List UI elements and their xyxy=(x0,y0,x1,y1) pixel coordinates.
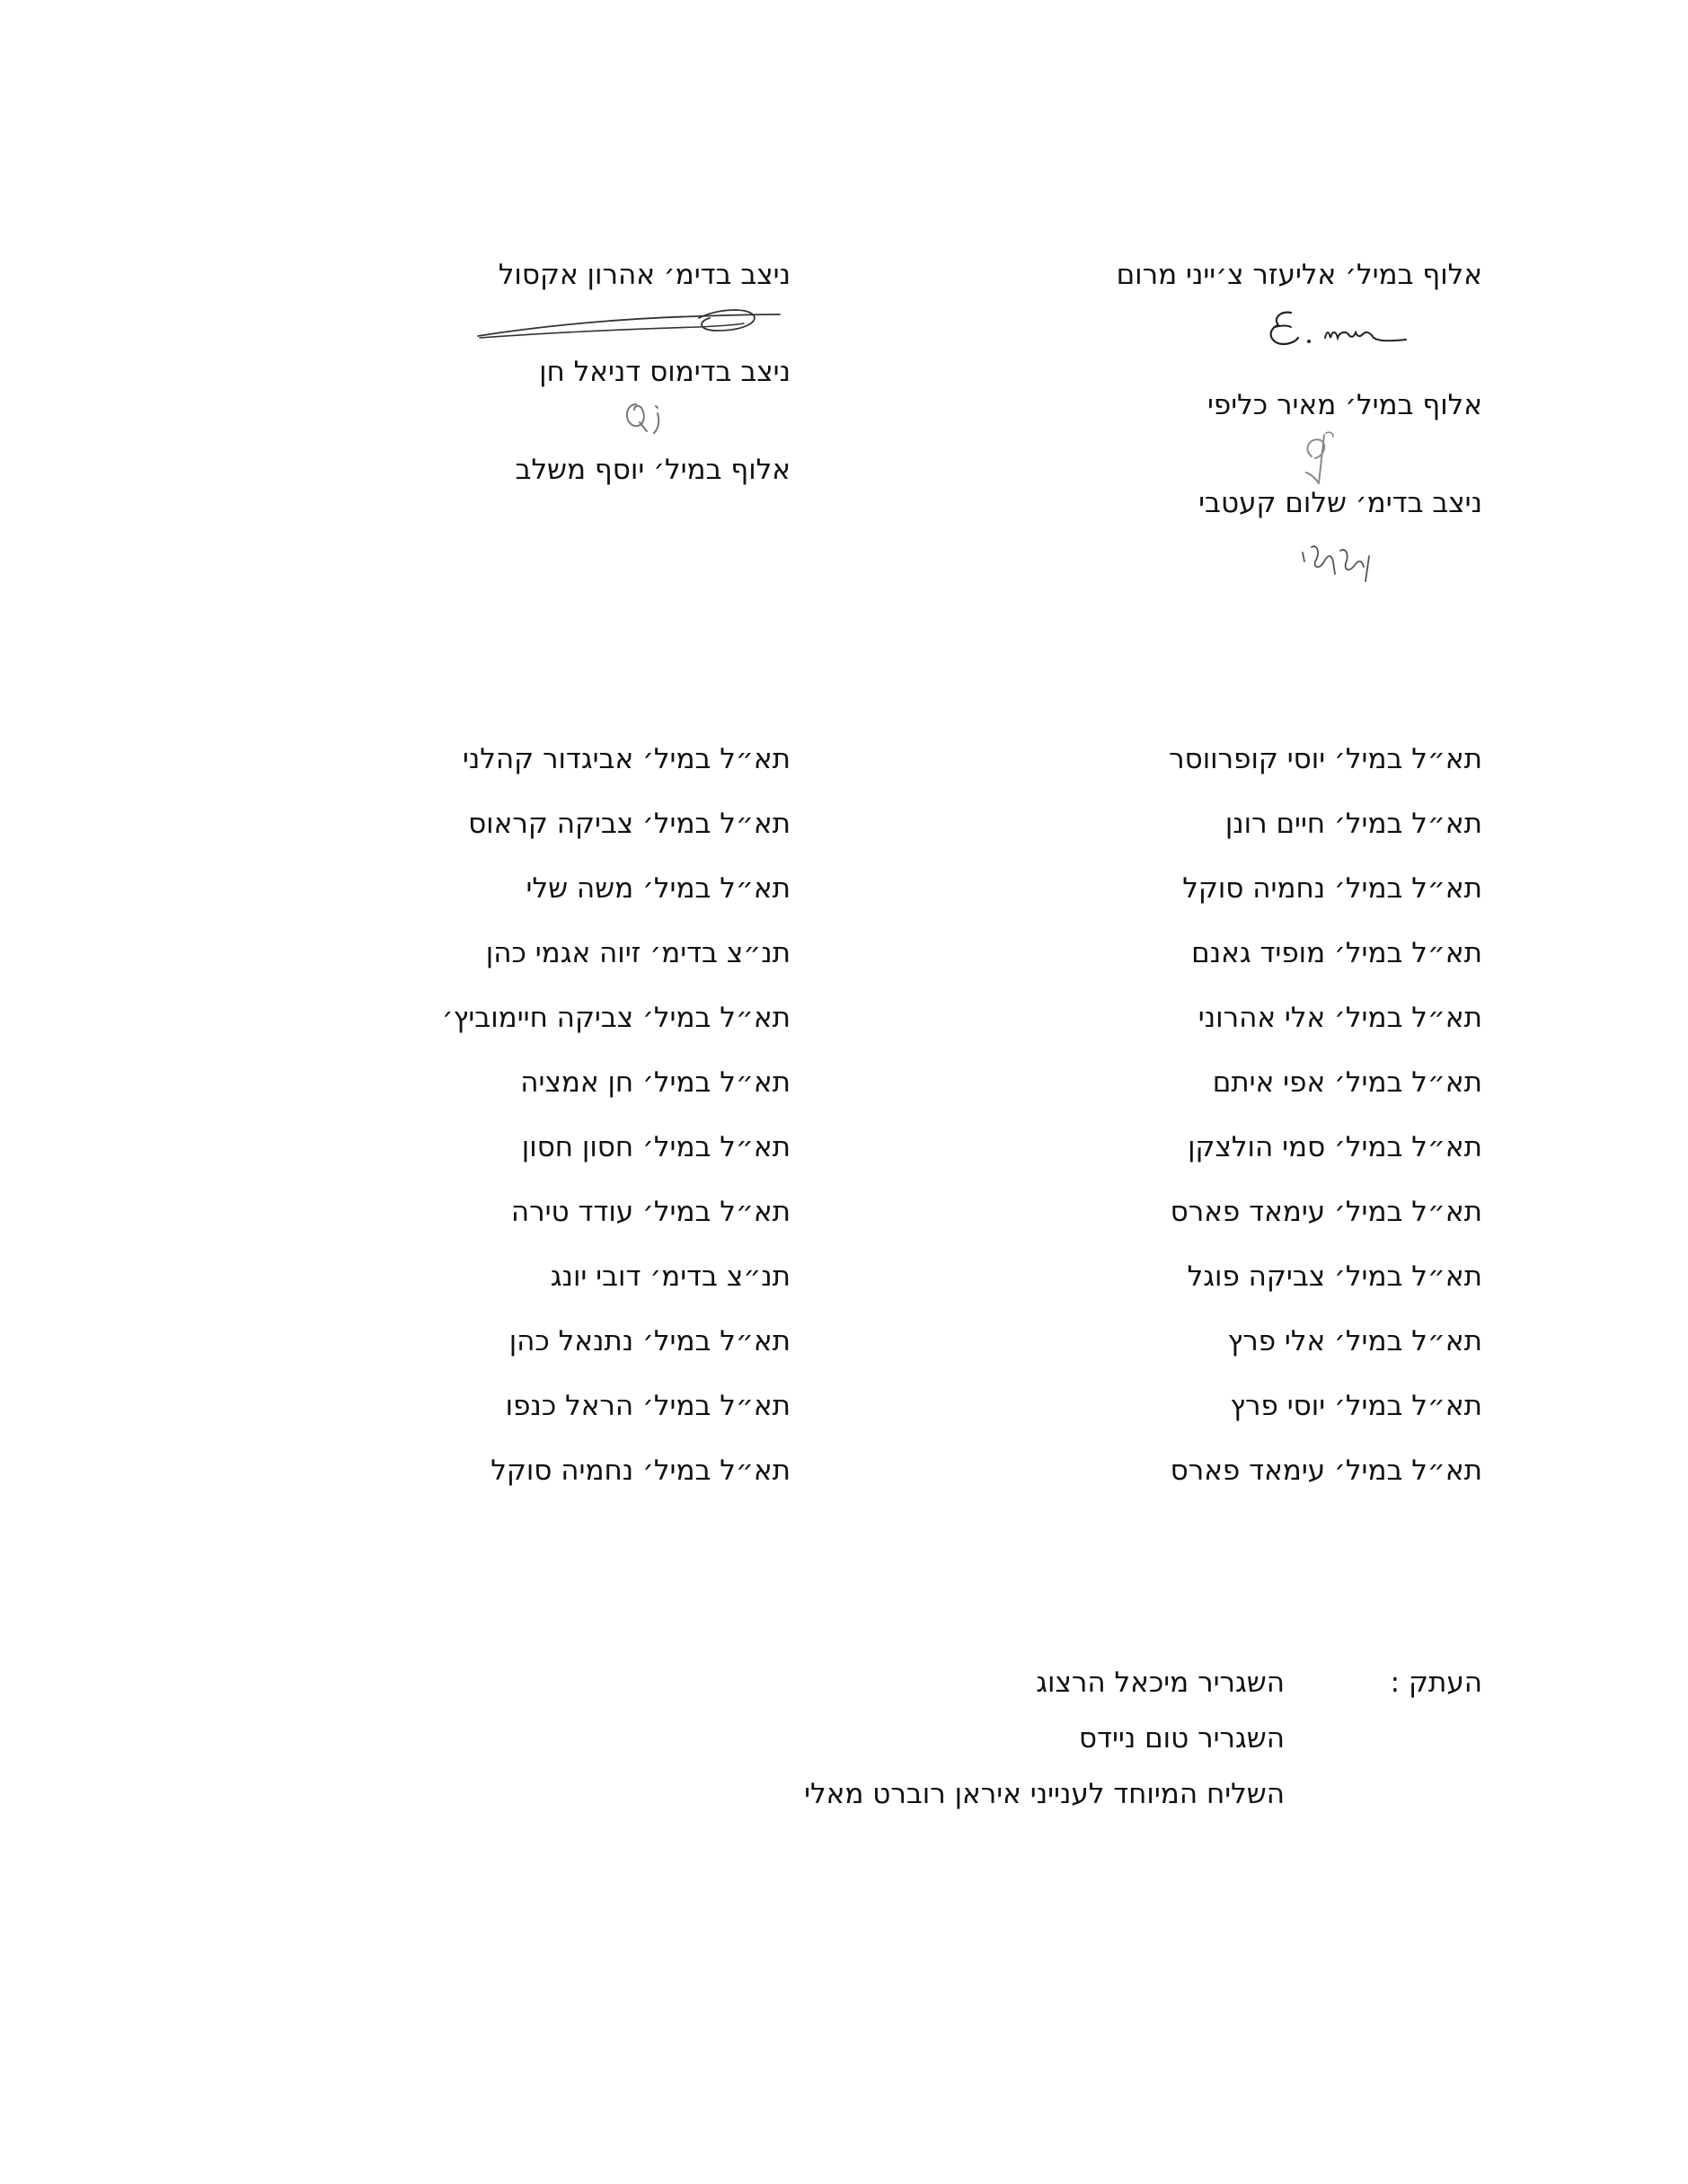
signature-marom xyxy=(1262,305,1419,359)
cc-recipient: השגריר מיכאל הרצוג xyxy=(1036,1667,1285,1699)
list-left-item: תנ״צ בדימ׳ זיוה אגמי כהן xyxy=(485,937,791,969)
list-left-item: תא״ל במיל׳ צביקה קראוס xyxy=(468,808,791,840)
signatory-klifi: אלוף במיל׳ מאיר כליפי xyxy=(1206,389,1482,421)
list-left-item: תא״ל במיל׳ חן אמציה xyxy=(520,1066,791,1099)
signature-aksul xyxy=(474,302,784,347)
cc-label: העתק : xyxy=(1390,1667,1482,1699)
list-right-item: תא״ל במיל׳ מופיד גאנם xyxy=(1191,937,1482,969)
list-right-item: תא״ל במיל׳ אלי פרץ xyxy=(1227,1325,1482,1357)
list-right-item: תא״ל במיל׳ חיים רונן xyxy=(1224,808,1482,840)
list-right-item: תא״ל במיל׳ אפי איתם xyxy=(1212,1066,1482,1099)
signature-chen xyxy=(620,395,674,440)
list-right-item: תא״ל במיל׳ עימאד פארס xyxy=(1170,1196,1482,1228)
list-right-item: תא״ל במיל׳ עימאד פארס xyxy=(1170,1455,1482,1487)
cc-recipient: השגריר טום ניידס xyxy=(1078,1722,1285,1755)
list-left-item: תנ״צ בדימ׳ דובי יונג xyxy=(550,1260,791,1293)
list-left-item: תא״ל במיל׳ צביקה חיימוביץ׳ xyxy=(441,1002,791,1034)
list-right-item: תא״ל במיל׳ נחמיה סוקל xyxy=(1182,872,1482,905)
list-right-item: תא״ל במיל׳ יוסי פרץ xyxy=(1230,1390,1482,1422)
list-right-item: תא״ל במיל׳ צביקה פוגל xyxy=(1187,1260,1482,1293)
signatory-marom: אלוף במיל׳ אליעזר צ׳ייני מרום xyxy=(1116,259,1482,291)
list-right-item: תא״ל במיל׳ יוסי קופרווסר xyxy=(1169,743,1482,775)
list-left-item: תא״ל במיל׳ נחמיה סוקל xyxy=(490,1455,791,1487)
list-left-item: תא״ל במיל׳ אביגדור קהלני xyxy=(462,743,791,775)
list-right-item: תא״ל במיל׳ אלי אהרוני xyxy=(1198,1002,1482,1034)
list-left-item: תא״ל במיל׳ חסון חסון xyxy=(521,1131,791,1163)
signatory-mashlav: אלוף במיל׳ יוסף משלב xyxy=(515,454,791,486)
cc-recipient: השליח המיוחד לענייני איראן רוברט מאלי xyxy=(804,1778,1285,1810)
list-left-item: תא״ל במיל׳ עודד טירה xyxy=(510,1196,791,1228)
list-left-item: תא״ל במיל׳ הראל כנפו xyxy=(505,1390,791,1422)
signatory-kaatbi: ניצב בדימ׳ שלום קעטבי xyxy=(1198,487,1482,519)
list-right-item: תא״ל במיל׳ סמי הולצקן xyxy=(1188,1131,1482,1163)
list-left-item: תא״ל במיל׳ נתנאל כהן xyxy=(508,1325,791,1357)
signature-klifi xyxy=(1294,429,1357,488)
signatory-aksul: ניצב בדימ׳ אהרון אקסול xyxy=(498,259,791,291)
signature-kaatbi xyxy=(1294,535,1379,588)
list-left-item: תא״ל במיל׳ משה שלי xyxy=(526,872,791,905)
signatory-chen: ניצב בדימוס דניאל חן xyxy=(539,356,791,388)
